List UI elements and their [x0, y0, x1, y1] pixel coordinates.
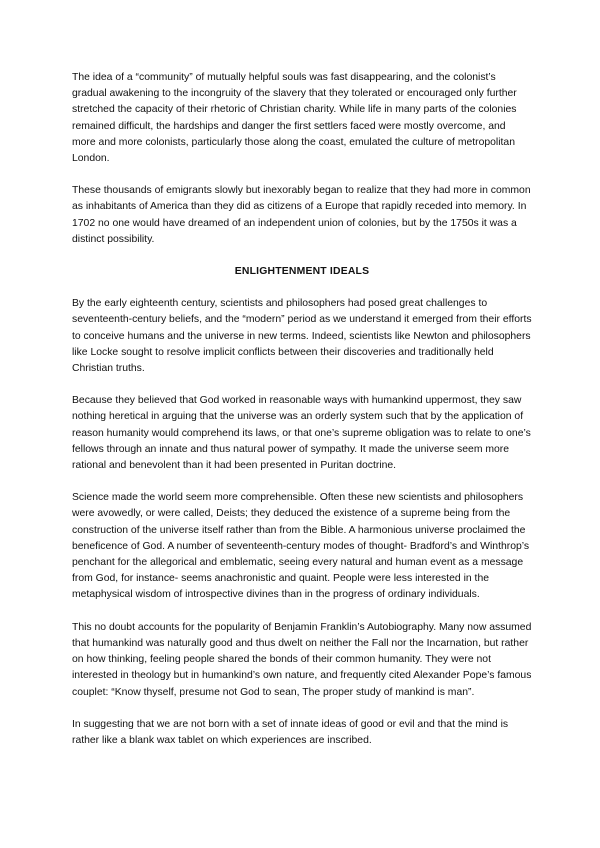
paragraph-eighteenth-century: By the early eighteenth century, scientists and philosophers had posed great challenges to seventeenth-century beliefs, and the “modern” period as we understand it emerged from their efforts to conceive humans and the universe in new terms. Indeed, scientists like Newton and philosophers like Locke sought to resolve implicit conflicts between their discoveries and traditionally held Christian truths. [72, 298, 532, 375]
paragraph-god-reason: Because they believed that God worked in reasonable ways with humankind uppermost, they saw nothing heretical in arguing that the universe was an orderly system such that by the application of reason humanity would comprehend its laws, or that one’s supreme obligation was to relate to one’s fellows through an innate and thus natural power of sympathy. It made the universe seem more rational and benevolent than it had been presented in Puritan doctrine. [72, 395, 531, 472]
paragraph-franklin: This no doubt accounts for the popularity of Benjamin Franklin’s Autobiography. Many now assumed that humankind was naturally good and thus dwelt on neither the Fall nor the Incarnation, but rather on how thinking, feeling people shared the bonds of their common humanity. They were not interested in theology but in humankind’s own nature, and frequently cited Alexander Pope’s famous couplet: “Know thyself, presume not God to sean, The proper study of mankind is man”. [72, 621, 532, 698]
paragraph-wax-tablet: In suggesting that we are not born with a set of innate ideas of good or evil and that the mind is rather like a blank wax tablet on which experiences are inscribed. [72, 718, 509, 746]
paragraph-emigrants: These thousands of emigrants slowly but inexorably began to realize that they had more in common as inhabitants of America than they did as citizens of a Europe that rapidly receded into memory. In 1702 no one would have dreamed of an independent union of colonies, but by the 1750s it was a distinct possibility. [72, 185, 531, 245]
section-heading: ENLIGHTENMENT IDEALS [234, 266, 370, 278]
paragraph-science: Science made the world seem more comprehensible. Often these new scientists and philosophers were avowedly, or were called, Deists; they deduced the existence of a supreme being from the construction of the universe itself rather than from the Bible. A harmonious universe proclaimed the beneficence of God. A number of seventeenth-century modes of thought- Bradford’s and Winthrop’s penchant for the allegorical and emblematic, seeing every natural and human event as a message from God, for instance- seems anachronistic and quaint. People were less interested in the metaphysical wisdom of introspective divines than in the progress of ordinary individuals. [72, 492, 530, 601]
paragraph-community: The idea of a “community” of mutually helpful souls was fast disappearing, and the colonist’s gradual awakening to the incongruity of the slavery that they tolerated or encouraged only further stretched the capacity of their rhetoric of Christian charity. While life in many parts of the colonies remained difficult, the hardships and danger the first settlers faced were mostly overcome, and more and more colonists, particularly those along the coast, emulated the culture of metropolitan London. [72, 72, 517, 165]
document-page [72, 70, 532, 765]
